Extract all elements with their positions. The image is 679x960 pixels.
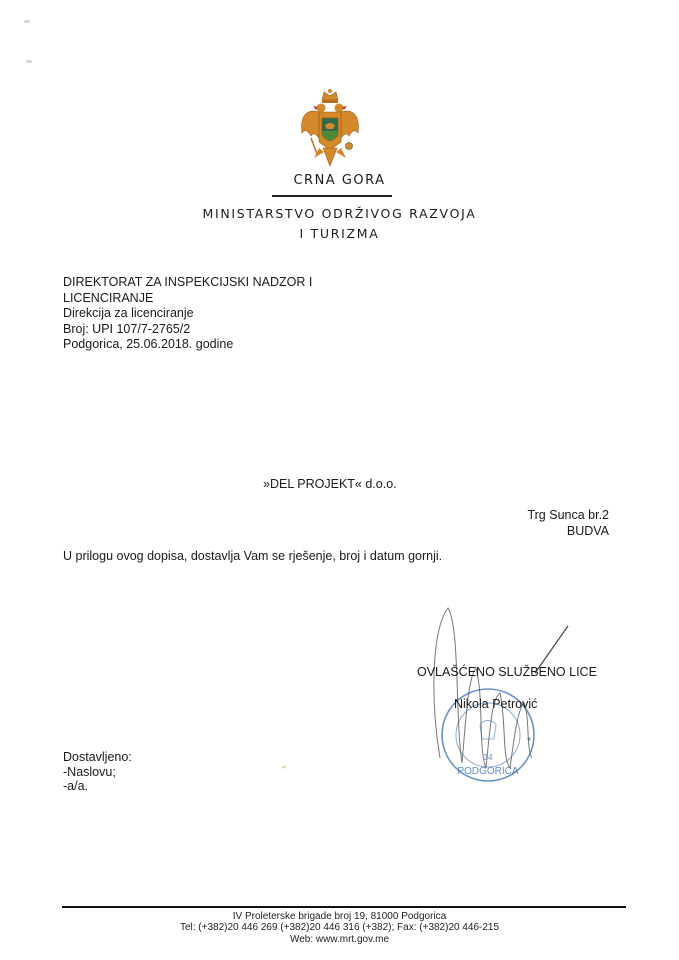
sender-directorate-unit: Direkcija za licenciranje — [63, 306, 194, 321]
coat-of-arms-icon — [297, 88, 363, 170]
delivery-list — [63, 750, 132, 794]
recipient-street: Trg Sunca br.2 — [527, 508, 609, 522]
place-date: Podgorica, 25.06.2018. godine — [63, 337, 234, 352]
scan-speck — [282, 765, 286, 769]
stamp-city: PODGORICA — [457, 766, 519, 777]
recipient-name: »DEL PROJEKT« d.o.o. — [263, 477, 397, 491]
sender-directorate: DIREKTORAT ZA INSPEKCIJSKI NADZOR I — [63, 275, 313, 289]
stamp-number: 34 — [483, 753, 493, 762]
header-divider — [272, 195, 392, 197]
sender-block — [63, 275, 312, 353]
delivery-label: Dostavljeno: — [63, 750, 132, 764]
reference-number: Broj: UPI 107/7-2765/2 — [63, 321, 191, 336]
ministry-name-line2: I TURIZMA — [299, 226, 380, 241]
recipient-address — [527, 508, 609, 539]
scan-artifact — [26, 60, 32, 63]
country-title: CRNA GORA — [293, 173, 386, 188]
signatory-name: Nikola Petrović — [454, 697, 538, 711]
recipient-city: BUDVA — [566, 523, 609, 538]
footer — [0, 911, 679, 945]
footer-contact: Tel: (+382)20 446 269 (+382)20 446 316 (+382); Fax: (+382)20 446-215 — [179, 922, 500, 934]
delivery-item: -a/a. — [63, 779, 89, 793]
footer-divider — [62, 906, 626, 908]
signatory-title: OVLAŠĆENO SLUŽBENO LICE — [417, 665, 597, 679]
ministry-name-line1: MINISTARSTVO ODRŽIVOG RAZVOJA — [202, 206, 477, 221]
scan-artifact — [24, 20, 30, 23]
footer-address: IV Proleterske brigade broj 19, 81000 Podgorica — [232, 911, 447, 922]
delivery-item: -Naslovu; — [63, 764, 116, 779]
sender-directorate-cont: LICENCIRANJE — [63, 290, 154, 305]
letter-body: U prilogu ovog dopisa, dostavlja Vam se rješenje, broj i datum gornji. — [63, 549, 443, 563]
footer-web: Web: www.mrt.gov.me — [289, 933, 390, 945]
